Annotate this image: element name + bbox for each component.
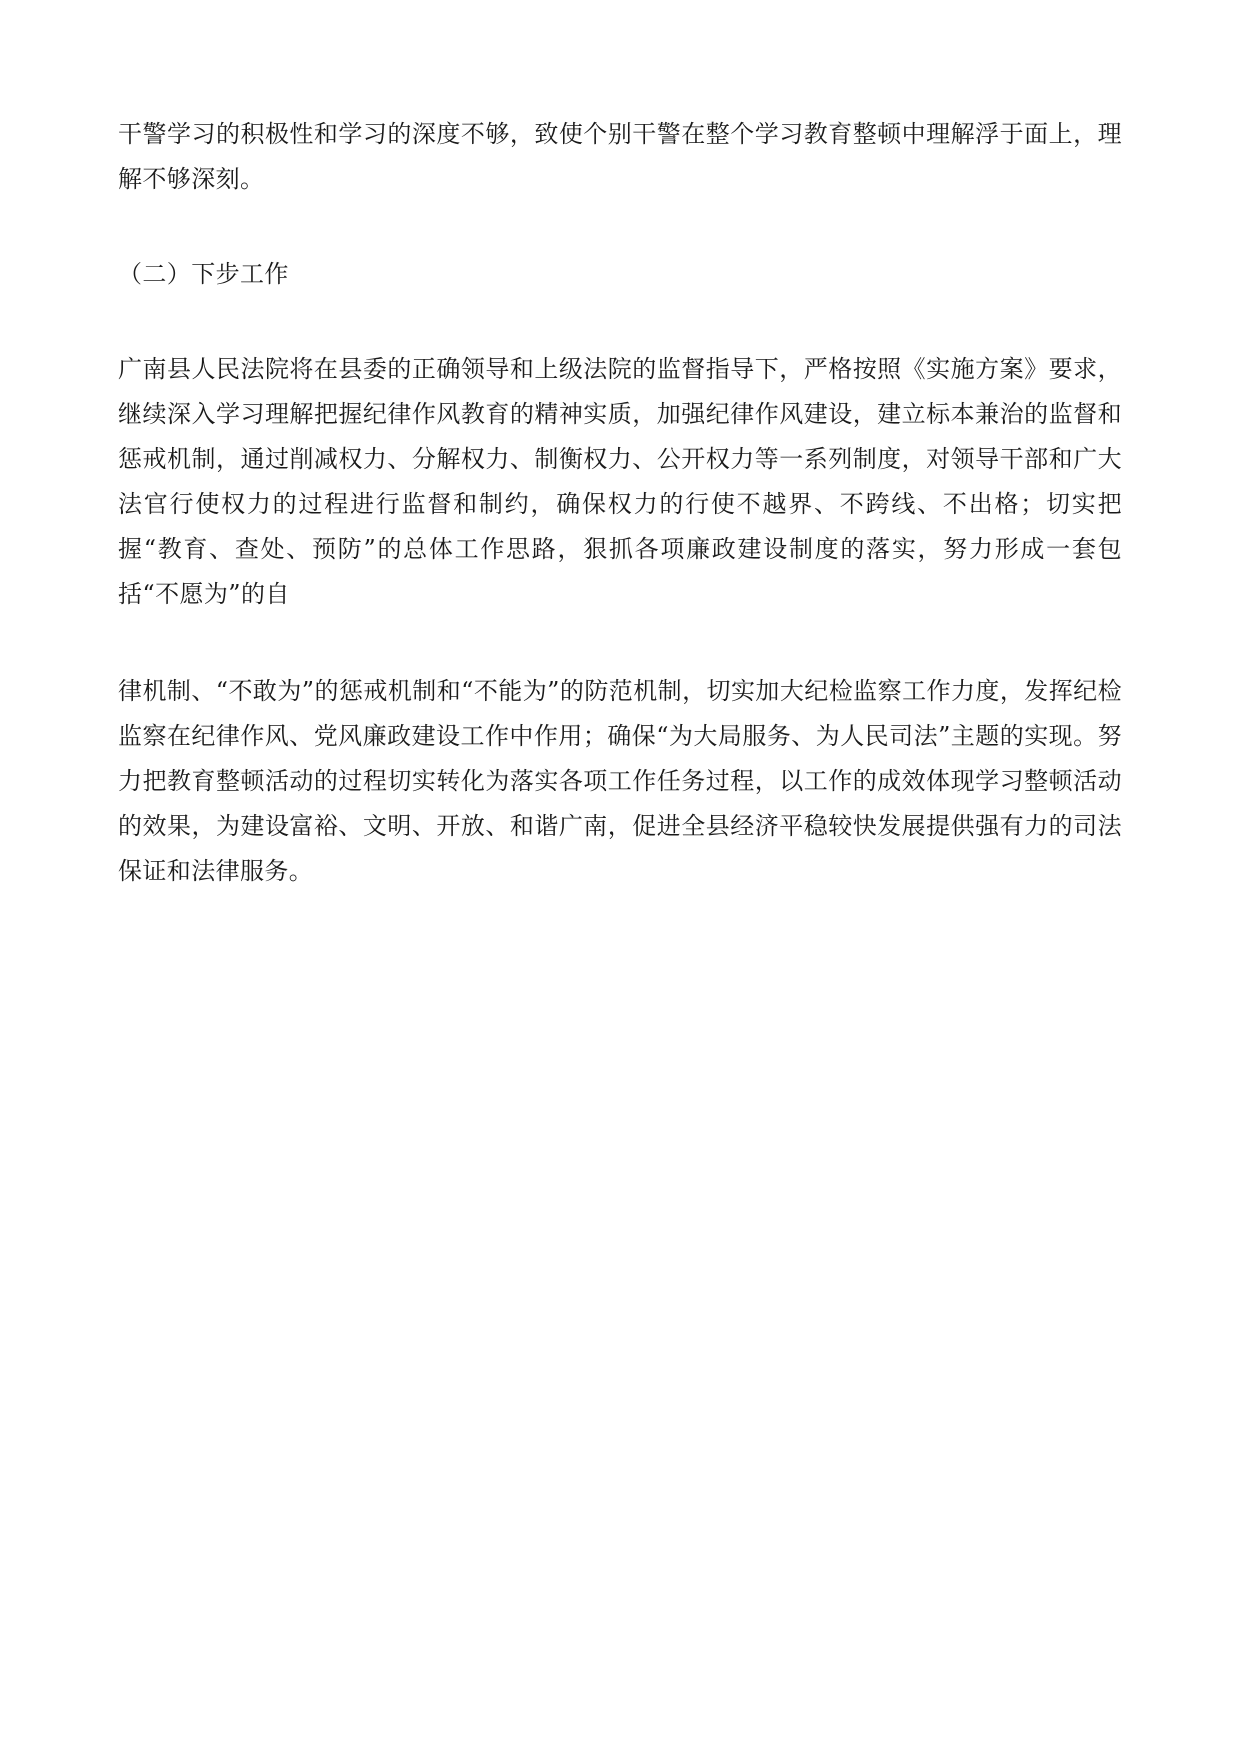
paragraph-next-steps-continued: 律机制、“不敢为”的惩戒机制和“不能为”的防范机制，切实加大纪检监察工作力度，发挥纪检监察在纪律作风、党风廉政建设工作中作用；确保“为大局服务、为人民司法”主题的实现。努力把教育整顿活动的过程切实转化为落实各项工作任务过程，以工作的成效体现学习整顿活动的效果，为建设富裕、文明、开放、和谐广南，促进全县经济平稳较快发展提供强有力的司法保证和法律服务。: [118, 677, 1122, 885]
document-body: [118, 112, 1122, 894]
paragraph-study-issues: 干警学习的积极性和学习的深度不够，致使个别干警在整个学习教育整顿中理解浮于面上，理解不够深刻。: [118, 120, 1122, 193]
section-heading-next-steps: （二）下步工作: [118, 260, 289, 288]
paragraph-next-steps-plan: 广南县人民法院将在县委的正确领导和上级法院的监督指导下，严格按照《实施方案》要求，继续深入学习理解把握纪律作风教育的精神实质，加强纪律作风建设，建立标本兼治的监督和惩戒机制，通过削减权力、分解权力、制衡权力、公开权力等一系列制度，对领导干部和广大法官行使权力的过程进行监督和制约，确保权力的行使不越界、不跨线、不出格；切实把握“教育、查处、预防”的总体工作思路，狠抓各项廉政建设制度的落实，努力形成一套包括“不愿为”的自: [118, 355, 1122, 608]
